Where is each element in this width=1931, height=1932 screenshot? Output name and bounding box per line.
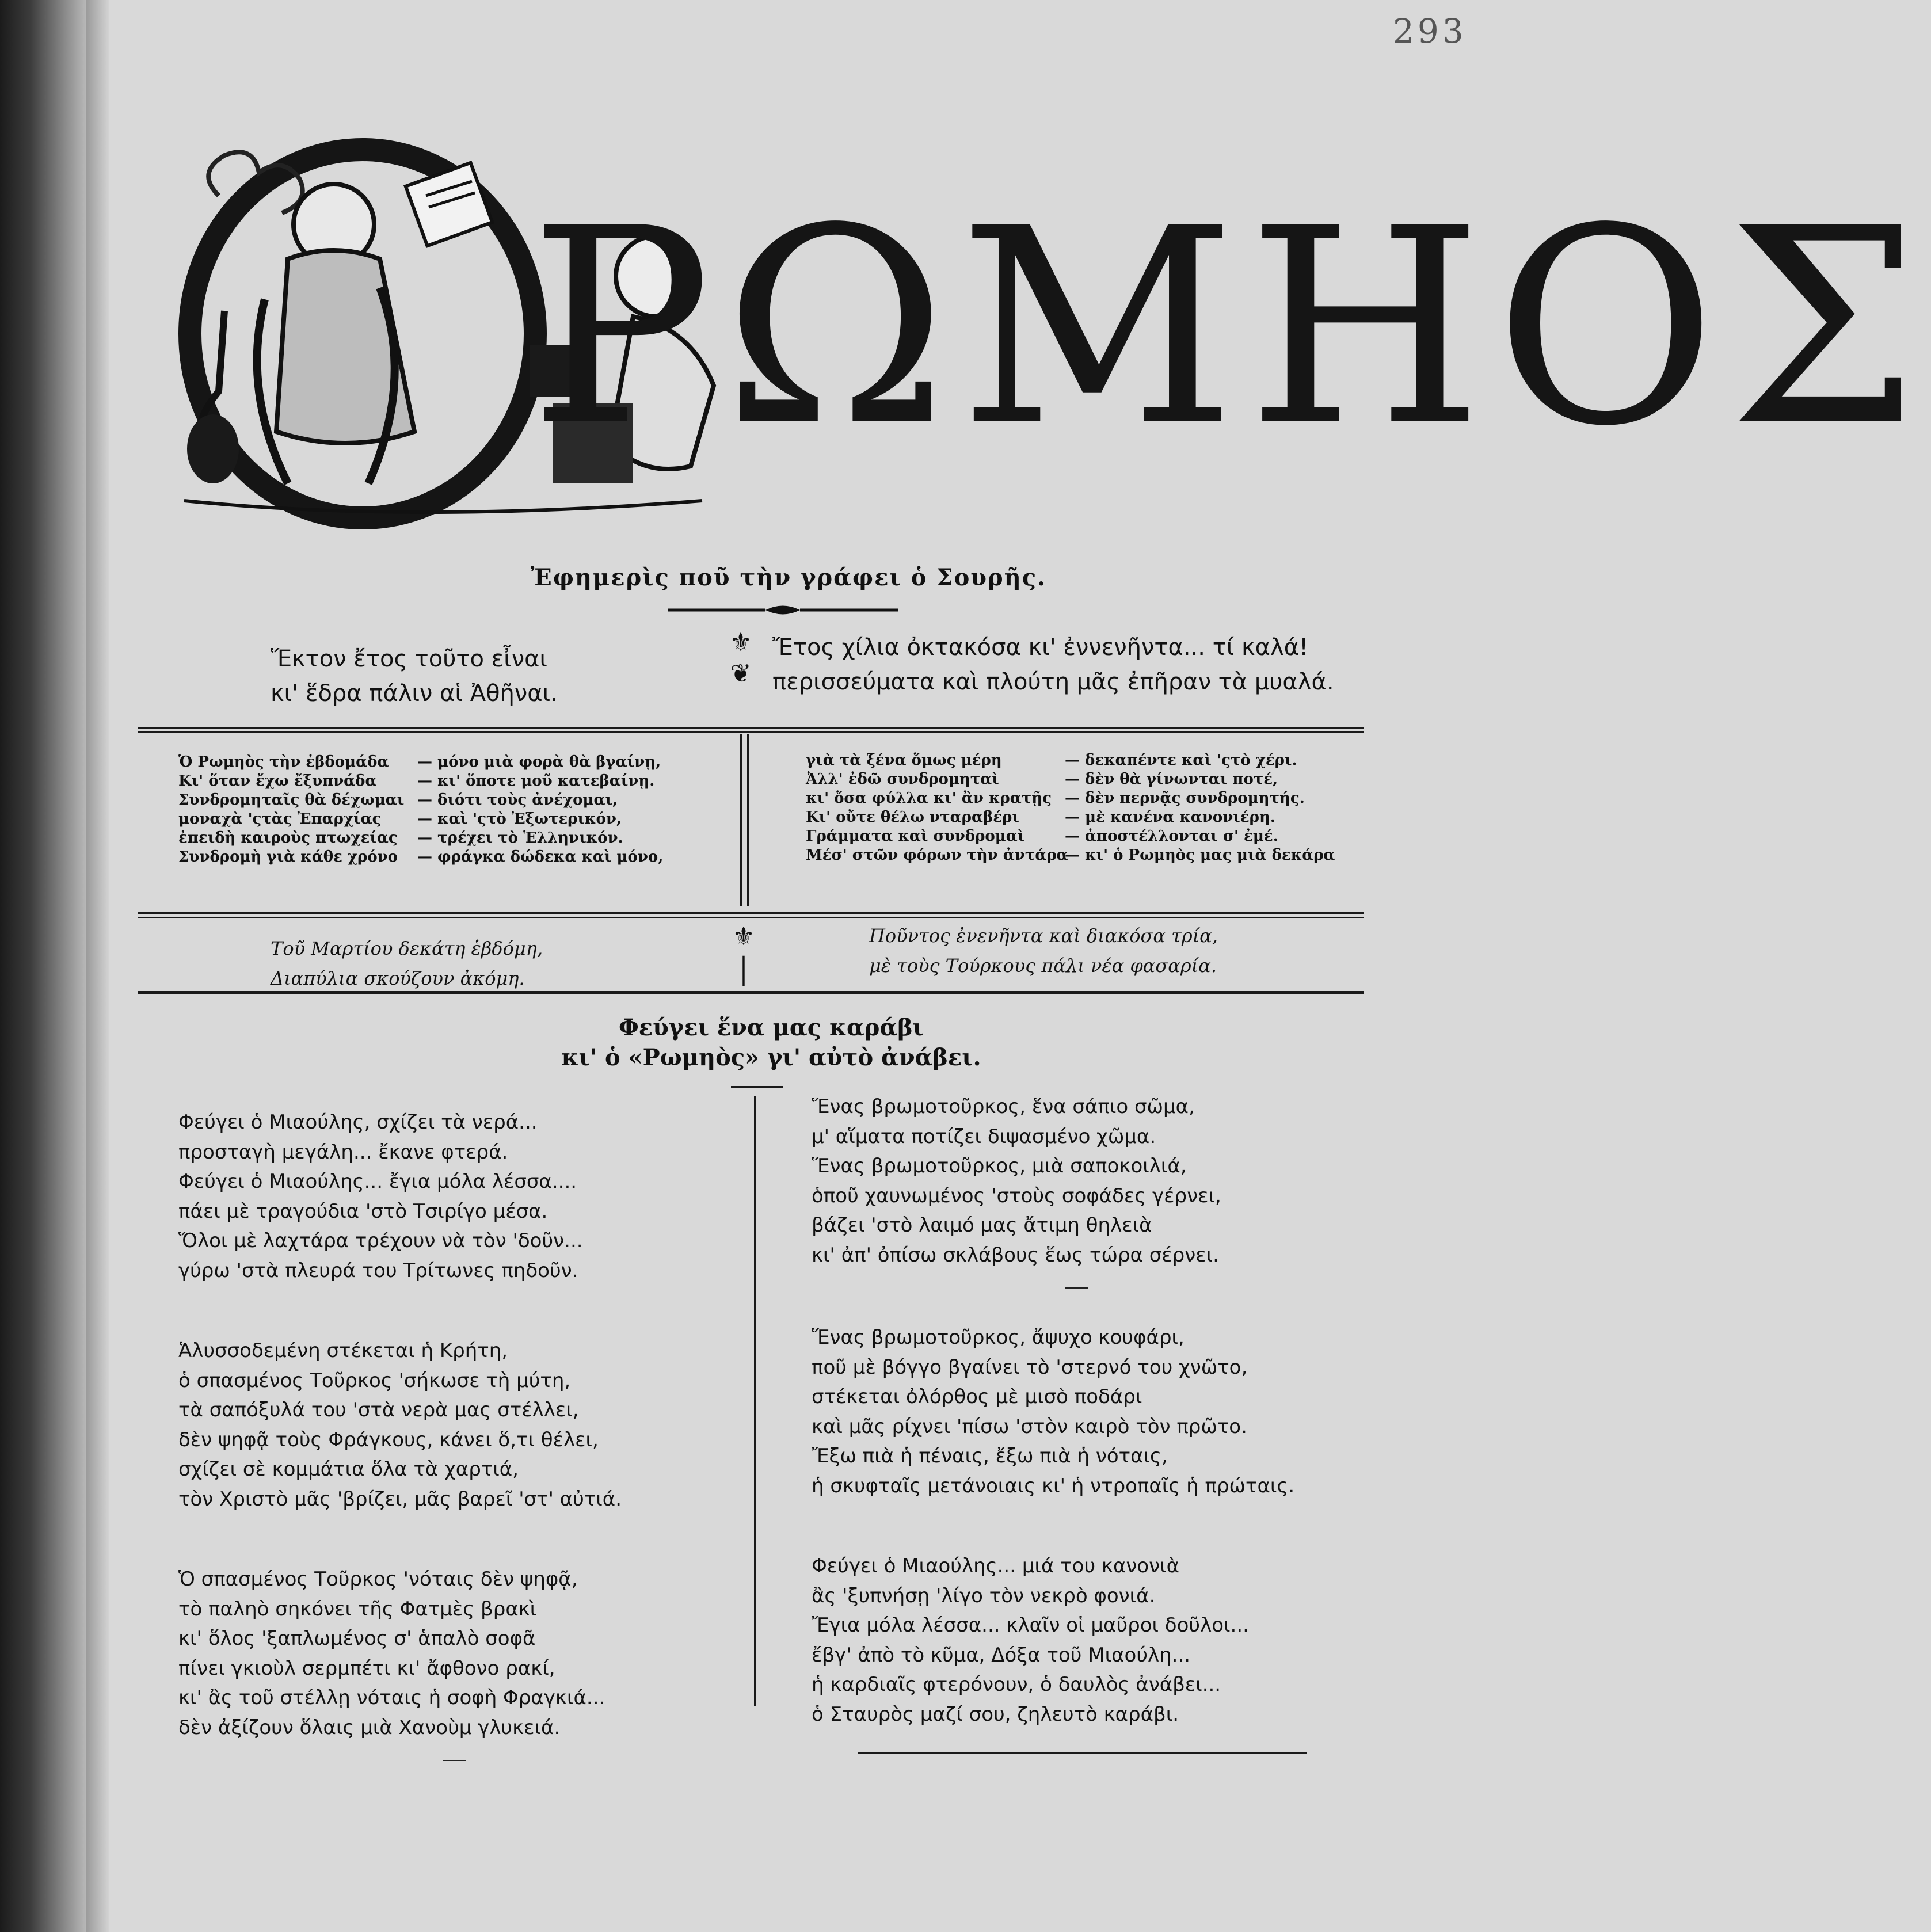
rule xyxy=(138,912,1364,914)
poem-line: δὲν ἀξίζουν ὅλαις μιὰ Χανοὺμ γλυκειά. xyxy=(178,1716,561,1739)
poem-line: Ὅλοι μὲ λαχτάρα τρέχουν νὰ τὸν 'δοῦν... xyxy=(178,1229,583,1252)
date-line: μὲ τοὺς Τούρκους πάλι νέα φασαρία. xyxy=(869,955,1217,977)
masthead-title: ΡΩΜΗΟΣ xyxy=(530,170,1931,485)
terms-row xyxy=(806,827,1335,846)
ornament-divider-icon: ⚜ │ xyxy=(732,922,755,986)
terms-label: Κι' οὔτε θέλω νταραβέρι xyxy=(806,809,1019,826)
page-number: 293 xyxy=(1393,12,1467,51)
poem-line: τὸ παληὸ σηκόνει τῆς Φατμὲς βρακὶ xyxy=(178,1597,537,1621)
stanza xyxy=(812,1323,1376,1501)
terms-row xyxy=(178,772,663,791)
terms-row xyxy=(178,829,663,848)
poem-line: Φεύγει ὁ Μιαούλης... ἔγια μόλα λέσσα.... xyxy=(178,1170,577,1193)
terms-label: Ἀλλ' ἐδῶ συνδρομηταὶ xyxy=(806,771,999,788)
stanza xyxy=(178,1336,742,1514)
poem-line: πίνει γκιοὺλ σερμπέτι κι' ἄφθονο ρακί, xyxy=(178,1656,555,1680)
poem-line: Ἔγια μόλα λέσσα... κλαῖν οἱ μαῦροι δοῦλοι... xyxy=(812,1614,1249,1637)
terms-value: — καὶ 'ςτὸ Ἐξωτερικόν, xyxy=(417,810,622,828)
couplet-line: Ἕκτον ἔτος τοῦτο εἶναι xyxy=(271,646,548,672)
terms-label: γιὰ τὰ ξένα ὅμως μέρη xyxy=(806,752,1002,769)
terms-row xyxy=(178,848,663,867)
terms-label: ἐπειδὴ καιροὺς πτωχείας xyxy=(178,829,398,847)
poem-line: ἂς 'ξυπνήσῃ 'λίγο τὸν νεκρὸ φονιά. xyxy=(812,1584,1156,1607)
poem-line: Ἕνας βρωμοτοῦρκος, ἕνα σάπιο σῶμα, xyxy=(812,1095,1195,1118)
stanza xyxy=(178,1108,742,1286)
poem-line: προσταγὴ μεγάλη... ἔκανε φτερά. xyxy=(178,1140,508,1164)
date-line: Ποῦντος ἐνενῆντα καὶ διακόσα τρία, xyxy=(869,925,1218,947)
poem-right-column xyxy=(812,1092,1376,1741)
poem-line: δὲν ψηφᾷ τοὺς Φράγκους, κάνει ὅ,τι θέλει, xyxy=(178,1428,599,1451)
terms-label: κι' ὅσα φύλλα κι' ἂν κρατῇς xyxy=(806,790,1052,807)
terms-value: — κι' ὁ Ρωμηὸς μας μιὰ δεκάρα xyxy=(1065,847,1335,864)
terms-label: Συνδρομηταῖς θὰ δέχωμαι xyxy=(178,791,405,809)
headline-line: Φεύγει ἕνα μας καράβι xyxy=(618,1014,924,1041)
couplet-line: κι' ἕδρα πάλιν αἱ Ἀθῆναι. xyxy=(271,680,558,707)
stanza xyxy=(812,1552,1376,1729)
end-dash xyxy=(443,1760,466,1761)
rule xyxy=(138,991,1364,994)
masthead xyxy=(173,127,1931,529)
date-couplet-left xyxy=(271,933,543,993)
column-divider xyxy=(754,1096,756,1706)
terms-row xyxy=(806,789,1335,808)
poem-line: βάζει 'στὸ λαιμό μας ἄτιμη θηλειὰ xyxy=(812,1214,1152,1237)
terms-row xyxy=(806,751,1335,770)
subtitle: Ἐφημερὶς ποῦ τὴν γράφει ὁ Σουρῆς. xyxy=(531,564,1046,591)
poem-line: τὸν Χριστὸ μᾶς 'βρίζει, μᾶς βαρεῖ 'στ' αὐτιά. xyxy=(178,1487,622,1511)
column-divider xyxy=(740,734,742,906)
header-couplet-right xyxy=(772,630,1334,699)
terms-value: — μὲ κανένα κανονιέρη. xyxy=(1065,809,1275,826)
poem-line: Φεύγει ὁ Μιαούλης... μιά του κανονιὰ xyxy=(812,1554,1180,1577)
terms-row xyxy=(178,810,663,829)
stanza xyxy=(812,1092,1376,1270)
terms-row xyxy=(806,770,1335,789)
stanza-dash xyxy=(1065,1287,1088,1289)
headline-line: κι' ὁ «Ρωμηὸς» γι' αὐτὸ ἀνάβει. xyxy=(561,1044,981,1071)
page-edge xyxy=(86,0,109,1932)
column-divider xyxy=(747,734,749,906)
poem-line: κι' ἀπ' ὀπίσω σκλάβους ἕως τώρα σέρνει. xyxy=(812,1243,1219,1267)
poem-line: ὁποῦ χαυνωμένος 'στοὺς σοφάδες γέρνει, xyxy=(812,1184,1221,1207)
terms-label: Συνδρομὴ γιὰ κάθε χρόνο xyxy=(178,848,398,866)
stanza xyxy=(178,1565,742,1743)
terms-label: μοναχὰ 'ςτὰς Ἐπαρχίας xyxy=(178,810,382,828)
poem-line: μ' αἵματα ποτίζει διψασμένο χῶμα. xyxy=(812,1125,1156,1148)
rule xyxy=(138,727,1364,729)
rule xyxy=(138,731,1364,733)
couplet-line: περισσεύματα καὶ πλούτη μᾶς ἐπῆραν τὰ μυαλά. xyxy=(772,669,1334,695)
poem-line: πάει μὲ τραγούδια 'στὸ Τσιρίγο μέσα. xyxy=(178,1199,548,1223)
terms-value: — δὲν θὰ γίνωνται ποτέ, xyxy=(1065,771,1278,788)
terms-row xyxy=(178,753,663,772)
terms-value: — τρέχει τὸ Ἑλληνικόν. xyxy=(417,829,623,847)
poem-line: στέκεται ὀλόρθος μὲ μισὸ ποδάρι xyxy=(812,1385,1142,1408)
poem-line: γύρω 'στὰ πλευρά του Τρίτωνες πηδοῦν. xyxy=(178,1259,578,1282)
date-line: Διαπύλια σκούζουν ἀκόμη. xyxy=(271,967,525,989)
terms-value: — ἀποστέλλονται σ' ἐμέ. xyxy=(1065,828,1278,845)
terms-row xyxy=(806,808,1335,827)
poem-line: Ἕνας βρωμοτοῦρκος, ἄψυχο κουφάρι, xyxy=(812,1326,1185,1349)
terms-label: Ὁ Ρωμηὸς τὴν ἑβδομάδα xyxy=(178,753,389,771)
terms-value: — κι' ὅποτε μοῦ κατεβαίνῃ. xyxy=(417,772,655,790)
poem-line: ὁ σπασμένος Τοῦρκος 'σήκωσε τὴ μύτη, xyxy=(178,1369,571,1392)
terms-row xyxy=(806,846,1335,865)
book-binding-shadow xyxy=(0,0,86,1932)
poem-line: τὰ σαπόξυλά του 'στὰ νερὰ μας στέλλει, xyxy=(178,1398,579,1422)
poem-line: καὶ μᾶς ρίχνει 'πίσω 'στὸν καιρὸ τὸν πρῶτο. xyxy=(812,1415,1247,1438)
header-couplet-left xyxy=(271,642,558,711)
poem-line: Φεύγει ὁ Μιαούλης, σχίζει τὰ νερά... xyxy=(178,1111,538,1134)
terms-value: — δὲν περνᾷς συνδρομητής. xyxy=(1065,790,1305,807)
poem-line: ἡ καρδιαῖς φτερόνουν, ὁ δαυλὸς ἀνάβει... xyxy=(812,1673,1221,1696)
terms-value: — μόνο μιὰ φορὰ θὰ βγαίνῃ, xyxy=(417,753,661,771)
poem-line: ἡ σκυφταῖς μετάνοιαις κι' ἡ ντροπαῖς ἡ πρώταις. xyxy=(812,1474,1295,1497)
poem-line: Ἁλυσσοδεμένη στέκεται ἡ Κρήτη, xyxy=(178,1339,508,1362)
poem-line: Ὁ σπασμένος Τοῦρκος 'νόταις δὲν ψηφᾷ, xyxy=(178,1568,578,1591)
terms-row xyxy=(178,791,663,810)
date-line: Τοῦ Μαρτίου δεκάτη ἑβδόμη, xyxy=(271,938,543,959)
poem-line: ποῦ μὲ βόγγο βγαίνει τὸ 'στερνό του χνῶτο, xyxy=(812,1355,1248,1379)
terms-left xyxy=(178,753,663,867)
terms-label: Μέσ' στῶν φόρων τὴν ἀντάρα xyxy=(806,847,1068,864)
poem-line: Ἔξω πιὰ ἡ πέναις, ἔξω πιὰ ἡ νόταις, xyxy=(812,1445,1168,1468)
poem-line: Ἕνας βρωμοτοῦρκος, μιὰ σαποκοιλιά, xyxy=(812,1154,1187,1178)
terms-value: — διότι τοὺς ἀνέχομαι, xyxy=(417,791,618,809)
terms-right xyxy=(806,751,1335,865)
poem-headline xyxy=(495,1013,1048,1073)
headline-underline xyxy=(731,1086,783,1088)
poem-line: ὁ Σταυρὸς μαζί σου, ζηλευτὸ καράβι. xyxy=(812,1702,1179,1726)
terms-label: Κι' ὅταν ἔχω ἔξυπνάδα xyxy=(178,772,377,790)
rule xyxy=(138,917,1364,918)
poem-line: σχίζει σὲ κομμάτια ὅλα τὰ χαρτιά, xyxy=(178,1458,519,1481)
terms-value: — δεκαπέντε καὶ 'ςτὸ χέρι. xyxy=(1065,752,1297,769)
ornament-divider-icon: ⚜ ❦ xyxy=(729,628,752,688)
terms-label: Γράμματα καὶ συνδρομαὶ xyxy=(806,828,1025,845)
flourish-ornament xyxy=(662,601,904,619)
poem-line: κι' ἂς τοῦ στέλλῃ νόταις ἡ σοφὴ Φραγκιά... xyxy=(178,1686,605,1709)
poem-line: κι' ὅλος 'ξαπλωμένος σ' ἁπαλὸ σοφᾶ xyxy=(178,1627,536,1650)
poem-left-column xyxy=(178,1108,742,1761)
terms-value: — φράγκα δώδεκα καὶ μόνο, xyxy=(417,848,664,866)
closing-rule xyxy=(858,1752,1307,1754)
poem-line: ἔβγ' ἀπὸ τὸ κῦμα, Δόξα τοῦ Μιαούλη... xyxy=(812,1643,1191,1667)
couplet-line: Ἔτος χίλια ὀκτακόσα κι' ἐννενῆντα... τί καλά! xyxy=(772,634,1309,661)
date-couplet-right xyxy=(869,921,1218,981)
